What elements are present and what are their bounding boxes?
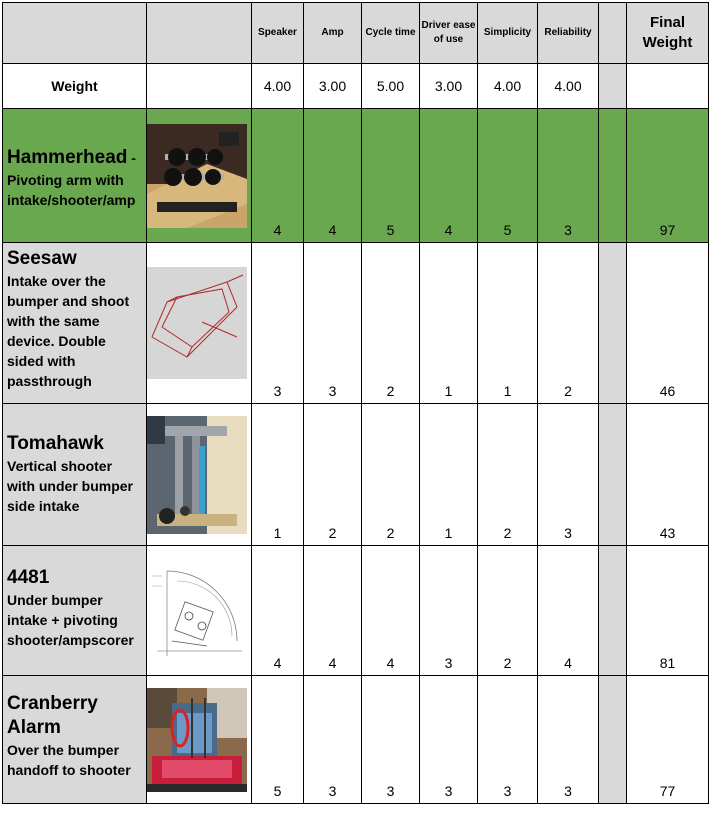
concept-title: Cranberry Alarm: [7, 693, 98, 738]
score-reliability: 3: [538, 676, 599, 804]
score-speaker: 5: [252, 676, 304, 804]
score-simplicity: 5: [478, 109, 538, 243]
weight-cycle-time: 5.00: [362, 64, 420, 109]
score-reliability: 3: [538, 404, 599, 546]
concept-description: Over the bumper handoff to shooter: [7, 742, 131, 778]
concept-description: Pivoting arm with intake/shooter/amp: [7, 171, 136, 208]
score-simplicity: 2: [478, 404, 538, 546]
header-spacer: [599, 3, 627, 64]
score-driver-ease: 1: [420, 404, 478, 546]
concept-row-tomahawk: [3, 404, 709, 546]
score-amp: 3: [304, 243, 362, 404]
header-cycle-time: Cycle time: [362, 3, 420, 64]
weight-amp: 3.00: [304, 64, 362, 109]
score-cycle-time: 2: [362, 243, 420, 404]
score-amp: 4: [304, 546, 362, 676]
weight-speaker: 4.00: [252, 64, 304, 109]
concept-description: Vertical shooter with under bumper side intake: [7, 458, 133, 514]
score-spacer: [599, 404, 627, 546]
header-final-weight: Final Weight: [627, 3, 709, 64]
score-reliability: 4: [538, 546, 599, 676]
concept-description: Intake over the bumper and shoot with the same device. Double sided with passthrough: [7, 273, 130, 389]
sketch-seesaw: [147, 267, 247, 379]
score-driver-ease: 1: [420, 243, 478, 404]
concept-image-seesaw: [147, 243, 252, 404]
weight-spacer: [599, 64, 627, 109]
score-final: 81: [627, 546, 709, 676]
weight-reliability: 4.00: [538, 64, 599, 109]
score-final: 43: [627, 404, 709, 546]
header-image-cell: [147, 3, 252, 64]
header-simplicity: Simplicity: [478, 3, 538, 64]
weight-driver-ease: 3.00: [420, 64, 478, 109]
concept-name-cell: [3, 404, 147, 546]
score-spacer: [599, 243, 627, 404]
score-cycle-time: 4: [362, 546, 420, 676]
score-speaker: 4: [252, 546, 304, 676]
score-simplicity: 2: [478, 546, 538, 676]
concept-image-cranberry-alarm: [147, 676, 252, 804]
cad-drawing-4481: [147, 561, 247, 661]
concept-name-cell: [3, 546, 147, 676]
concept-name-cell: [3, 676, 147, 804]
score-amp: 4: [304, 109, 362, 243]
decision-matrix-table: [2, 2, 709, 804]
score-speaker: 4: [252, 109, 304, 243]
concept-title: Tomahawk: [7, 433, 104, 454]
weight-final-blank: [627, 64, 709, 109]
header-reliability: Reliability: [538, 3, 599, 64]
score-amp: 2: [304, 404, 362, 546]
concept-title: Hammerhead: [7, 146, 128, 168]
score-cycle-time: 5: [362, 109, 420, 243]
score-simplicity: 3: [478, 676, 538, 804]
score-spacer: [599, 676, 627, 804]
concept-title: Seesaw: [7, 248, 77, 269]
concept-image-4481: [147, 546, 252, 676]
score-driver-ease: 4: [420, 109, 478, 243]
score-driver-ease: 3: [420, 676, 478, 804]
concept-name-cell: [3, 243, 147, 404]
robot-photo-tomahawk: [147, 416, 247, 534]
header-amp: Amp: [304, 3, 362, 64]
robot-photo-cranberry-alarm: [147, 688, 247, 792]
concept-row-hammerhead: [3, 109, 709, 243]
concept-description: Under bumper intake + pivoting shooter/ampscorer: [7, 592, 134, 648]
robot-photo-hammerhead: [147, 124, 247, 228]
concept-image-hammerhead: [147, 109, 252, 243]
weight-simplicity: 4.00: [478, 64, 538, 109]
header-speaker: Speaker: [252, 3, 304, 64]
concept-image-tomahawk: [147, 404, 252, 546]
concept-row-4481: [3, 546, 709, 676]
concept-name-cell: [3, 109, 147, 243]
score-spacer: [599, 546, 627, 676]
concept-title-suffix: -: [127, 149, 136, 166]
score-reliability: 2: [538, 243, 599, 404]
header-row: [3, 3, 709, 64]
score-speaker: 1: [252, 404, 304, 546]
concept-row-seesaw: [3, 243, 709, 404]
concept-title: 4481: [7, 567, 50, 588]
weight-label: Weight: [3, 64, 147, 109]
header-corner-cell: [3, 3, 147, 64]
score-cycle-time: 2: [362, 404, 420, 546]
concept-row-cranberry-alarm: [3, 676, 709, 804]
score-spacer: [599, 109, 627, 243]
score-final: 97: [627, 109, 709, 243]
weight-image-blank: [147, 64, 252, 109]
score-driver-ease: 3: [420, 546, 478, 676]
score-speaker: 3: [252, 243, 304, 404]
score-reliability: 3: [538, 109, 599, 243]
score-cycle-time: 3: [362, 676, 420, 804]
header-driver-ease: Driver ease of use: [420, 3, 478, 64]
score-amp: 3: [304, 676, 362, 804]
score-final: 77: [627, 676, 709, 804]
score-simplicity: 1: [478, 243, 538, 404]
score-final: 46: [627, 243, 709, 404]
weight-row: [3, 64, 709, 109]
